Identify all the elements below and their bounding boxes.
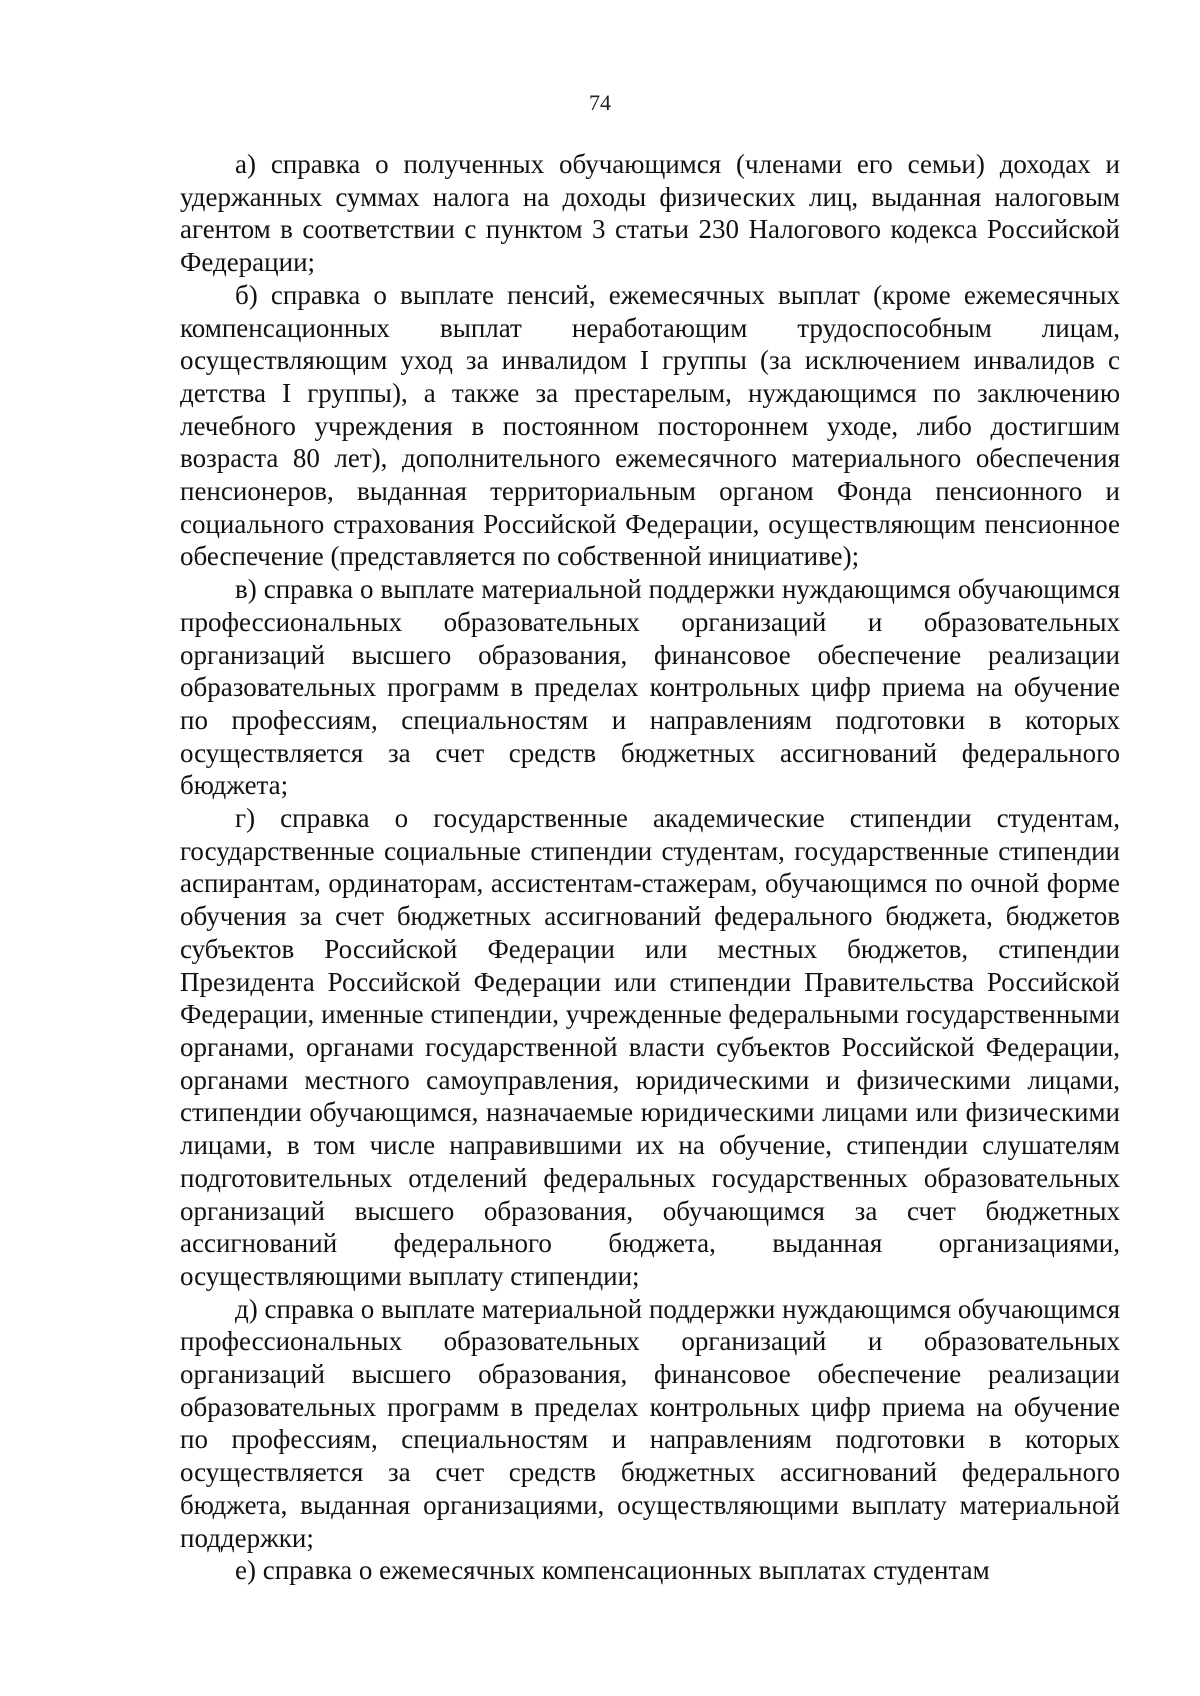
paragraph-b: б) справка о выплате пенсий, ежемесячных выплат (кроме ежемесячных компенсационных выплат неработающим трудоспособным лицам, осуществляющим уход за инвалидом I группы (за исключением инвалидов с детства I группы), а также за престарелым, нуждающимся по заключению лечебного учреждения в постоянном постороннем уходе, либо достигшим возраста 80 лет), дополнительного ежемесячного материального обеспечения пенсионеров, выданная территориальным органом Фонда пенсионного и социального страхования Российской Федерации, осуществляющим пенсионное обеспечение (представляется по собственной инициативе);	[180, 279, 1120, 572]
paragraph-e: е) справка о ежемесячных компенсационных выплатах студентам	[235, 1555, 990, 1586]
paragraph-v: в) справка о выплате материальной поддержки нуждающимся обучающимся профессиональных образовательных организаций и образовательных организаций высшего образования, финансовое обеспечение реализации образовательных программ в пределах контрольных цифр приема на обучение по профессиям, специальностям и направлениям подготовки в которых осуществляется за счет средств бюджетных ассигнований федерального бюджета;	[180, 574, 1120, 801]
paragraph-g: г) справка о государственные академические стипендии студентам, государственные социальные стипендии студентам, государственные стипендии аспирантам, ординаторам, ассистентам-стажерам, обучающимся по очной форме обучения за счет бюджетных ассигнований федерального бюджета, бюджетов субъектов Российской Федерации или местных бюджетов, стипендии Президента Российской Федерации или стипендии Правительства Российской Федерации, именные стипендии, учрежденные федеральными государственными органами, органами государственной власти субъектов Российской Федерации, органами местного самоуправления, юридическими и физическими лицами, стипендии обучающимся, назначаемые юридическими лицами или физическими лицами, в том числе направившими их на обучение, стипендии слушателям подготовительных отделений федеральных государственных образовательных организаций высшего образования, обучающимся за счет бюджетных ассигнований федерального бюджета, выданная организациями, осуществляющими выплату стипендии;	[180, 803, 1120, 1291]
paragraph-a: а) справка о полученных обучающимся (членами его семьи) доходах и удержанных суммах налога на доходы физических лиц, выданная налоговым агентом в соответствии с пунктом 3 статьи 230 Налогового кодекса Российской Федерации;	[180, 149, 1120, 278]
document-body	[180, 148, 1120, 1587]
paragraph-d: д) справка о выплате материальной поддержки нуждающимся обучающимся профессиональных образовательных организаций и образовательных организаций высшего образования, финансовое обеспечение реализации образовательных программ в пределах контрольных цифр приема на обучение по профессиям, специальностям и направлениям подготовки в которых осуществляется за счет средств бюджетных ассигнований федерального бюджета, выданная организациями, осуществляющими выплату материальной поддержки;	[180, 1293, 1120, 1553]
page-number: 74	[589, 90, 611, 115]
